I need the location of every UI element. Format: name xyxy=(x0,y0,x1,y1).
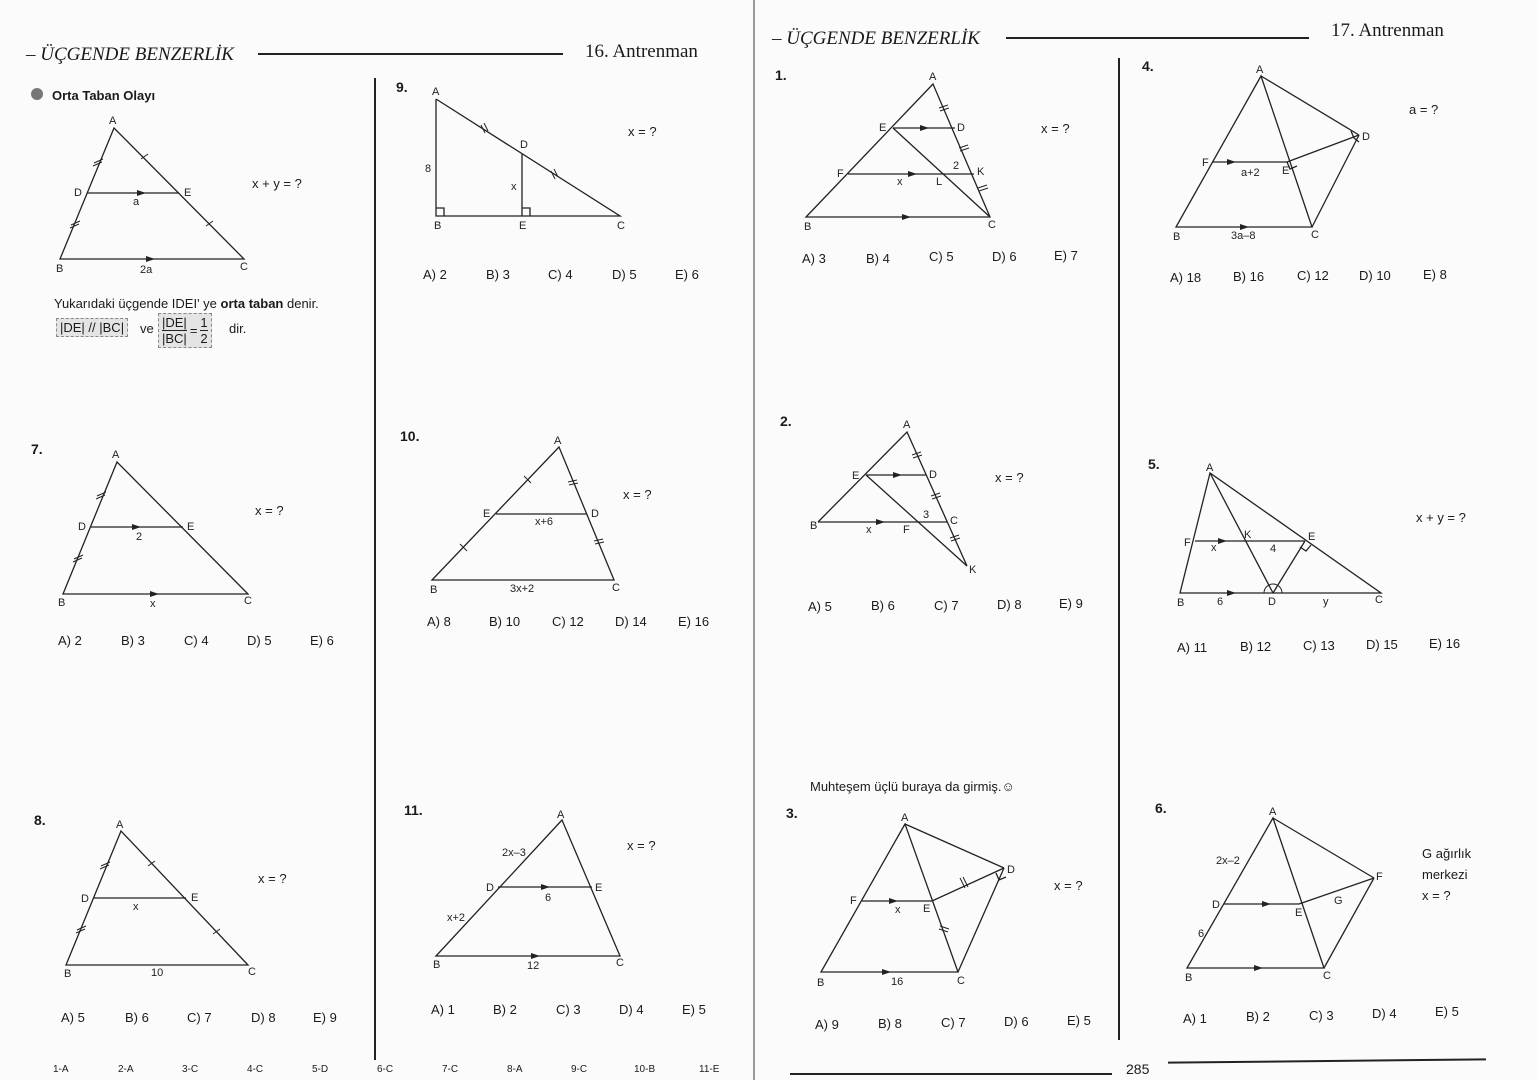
q8-option-b[interactable]: B) 6 xyxy=(125,1010,149,1025)
svg-text:E: E xyxy=(1295,907,1303,919)
q11-option-c[interactable]: C) 3 xyxy=(556,1002,581,1017)
svg-text:E: E xyxy=(187,521,195,533)
segment-bc-label: 2a xyxy=(140,264,153,276)
q11-option-d[interactable]: D) 4 xyxy=(619,1002,644,1017)
svg-text:B: B xyxy=(433,959,441,971)
q8-option-a[interactable]: A) 5 xyxy=(61,1010,85,1025)
svg-text:8: 8 xyxy=(425,163,432,175)
svg-text:B: B xyxy=(434,220,442,232)
q11-option-e[interactable]: E) 5 xyxy=(682,1002,706,1017)
q7-number: 7. xyxy=(31,441,43,457)
svg-text:C: C xyxy=(957,975,965,987)
section-title-left: – ÜÇGENDE BENZERLİK xyxy=(26,44,234,65)
svg-text:4: 4 xyxy=(1270,543,1277,555)
svg-text:A: A xyxy=(554,435,562,447)
svg-text:E: E xyxy=(879,122,887,134)
training-title-right: 17. Antrenman xyxy=(1331,20,1444,41)
svg-text:D: D xyxy=(81,893,89,905)
svg-text:A: A xyxy=(112,449,120,461)
svg-text:D: D xyxy=(520,139,528,151)
svg-text:y: y xyxy=(1323,596,1329,608)
svg-text:B: B xyxy=(810,520,818,532)
q6-option-b[interactable]: B) 2 xyxy=(1246,1009,1270,1024)
svg-text:2: 2 xyxy=(953,160,960,172)
q1-option-c[interactable]: C) 5 xyxy=(929,249,954,264)
q1-option-a[interactable]: A) 3 xyxy=(802,251,826,266)
q9-number: 9. xyxy=(396,79,408,95)
svg-text:B: B xyxy=(430,584,438,596)
q10-question: x = ? xyxy=(623,487,652,502)
topic-heading: Orta Taban Olayı xyxy=(52,88,156,103)
q6-option-c[interactable]: C) 3 xyxy=(1309,1008,1334,1023)
q4-option-c[interactable]: C) 12 xyxy=(1297,268,1329,283)
svg-text:E: E xyxy=(1282,165,1290,177)
svg-text:E: E xyxy=(852,470,860,482)
q6-option-a[interactable]: A) 1 xyxy=(1183,1011,1207,1026)
svg-text:B: B xyxy=(817,977,825,989)
q11-option-b[interactable]: B) 2 xyxy=(493,1002,517,1017)
q1-number: 1. xyxy=(775,67,787,83)
svg-text:F: F xyxy=(1202,157,1209,169)
svg-text:C: C xyxy=(950,515,958,527)
svg-text:A: A xyxy=(901,812,909,824)
q10-option-a[interactable]: A) 8 xyxy=(427,614,451,629)
svg-text:C: C xyxy=(1323,970,1331,982)
svg-text:C: C xyxy=(988,219,996,231)
q6-question: G ağırlık merkezi x = ? xyxy=(1422,846,1472,903)
answer-key-1: 1-A xyxy=(53,1064,69,1075)
svg-text:A: A xyxy=(1206,462,1214,474)
svg-text:D: D xyxy=(78,521,86,533)
svg-text:x: x xyxy=(133,901,139,913)
q4-option-e[interactable]: E) 8 xyxy=(1423,267,1447,282)
q4-option-d[interactable]: D) 10 xyxy=(1359,268,1391,283)
q10-number: 10. xyxy=(400,428,420,444)
svg-text:A: A xyxy=(1256,64,1264,76)
svg-text:F: F xyxy=(850,895,857,907)
svg-text:E: E xyxy=(923,903,931,915)
page-number: 285 xyxy=(1126,1061,1150,1077)
q5-option-b[interactable]: B) 12 xyxy=(1240,639,1272,654)
q2-option-d[interactable]: D) 8 xyxy=(997,597,1022,612)
svg-text:x: x xyxy=(866,524,872,536)
svg-text:6: 6 xyxy=(545,892,552,904)
vertex-b: B xyxy=(56,263,64,275)
q4-number: 4. xyxy=(1142,58,1154,74)
svg-text:L: L xyxy=(936,176,943,188)
svg-text:x: x xyxy=(511,181,517,193)
q8-question: x = ? xyxy=(258,871,287,886)
q8-option-e[interactable]: E) 9 xyxy=(313,1010,337,1025)
svg-text:6: 6 xyxy=(1217,596,1224,608)
svg-text:D: D xyxy=(591,508,599,520)
answer-key-2: 2-A xyxy=(118,1064,134,1075)
svg-text:C: C xyxy=(248,966,256,978)
ratio-box: $\frac{|DE|}{|BC|}$ = $\frac{1}{2}$ xyxy=(158,313,212,348)
q4-option-b[interactable]: B) 16 xyxy=(1233,269,1265,284)
parallel-statement: |DE| // |BC| xyxy=(56,318,128,337)
q7-question: x = ? xyxy=(255,503,284,518)
q3-note: Muhteşem üçlü buraya da girmiş.☺ xyxy=(810,779,1015,794)
svg-text:C: C xyxy=(617,220,625,232)
footer-rule-right xyxy=(1168,1058,1486,1063)
svg-text:A: A xyxy=(1269,806,1277,818)
answer-key-7: 7-C xyxy=(442,1064,459,1075)
svg-text:3: 3 xyxy=(923,509,930,521)
svg-text:D: D xyxy=(486,882,494,894)
vertex-d: D xyxy=(74,187,82,199)
q9-option-a[interactable]: A) 2 xyxy=(423,267,447,282)
q7-option-d[interactable]: D) 5 xyxy=(247,633,272,648)
answer-key-9: 9-C xyxy=(571,1064,588,1075)
q8-option-d[interactable]: D) 8 xyxy=(251,1010,276,1025)
q10-option-c[interactable]: C) 12 xyxy=(552,614,584,629)
answer-key-6: 6-C xyxy=(377,1064,394,1075)
svg-text:K: K xyxy=(1244,529,1252,541)
answer-key-5: 5-D xyxy=(312,1064,329,1075)
q3-option-d[interactable]: D) 6 xyxy=(1004,1014,1029,1029)
svg-text:12: 12 xyxy=(527,960,540,972)
q3-question: x = ? xyxy=(1054,878,1083,893)
dir-text: dir. xyxy=(229,321,247,336)
q11-option-a[interactable]: A) 1 xyxy=(431,1002,455,1017)
q10-option-d[interactable]: D) 14 xyxy=(615,614,647,629)
svg-text:E: E xyxy=(483,508,491,520)
q2-number: 2. xyxy=(780,413,792,429)
svg-text:B: B xyxy=(1185,972,1193,984)
svg-text:A: A xyxy=(116,819,124,831)
svg-text:E: E xyxy=(519,220,527,232)
q5-option-d[interactable]: D) 15 xyxy=(1366,637,1398,652)
svg-text:F: F xyxy=(1184,537,1191,549)
q10-option-b[interactable]: B) 10 xyxy=(489,614,521,629)
svg-text:B: B xyxy=(1173,231,1181,243)
svg-text:K: K xyxy=(977,166,985,178)
training-title-left: 16. Antrenman xyxy=(585,41,698,62)
q2-option-b[interactable]: B) 6 xyxy=(871,598,895,613)
svg-text:16: 16 xyxy=(891,976,904,988)
svg-text:D: D xyxy=(957,122,965,134)
q5-question: x + y = ? xyxy=(1416,510,1466,525)
q5-option-e[interactable]: E) 16 xyxy=(1429,636,1461,651)
svg-text:A: A xyxy=(903,419,911,431)
svg-text:x+2: x+2 xyxy=(447,912,466,924)
svg-text:x: x xyxy=(1211,542,1217,554)
svg-text:E: E xyxy=(1308,531,1316,543)
q9-option-c[interactable]: C) 4 xyxy=(548,267,573,282)
vertex-e: E xyxy=(184,187,192,199)
ve-text: ve xyxy=(140,321,154,336)
q1-option-b[interactable]: B) 4 xyxy=(866,251,890,266)
q9-option-e[interactable]: E) 6 xyxy=(675,267,699,282)
svg-text:C: C xyxy=(1375,594,1383,606)
svg-text:a+2: a+2 xyxy=(1241,167,1260,179)
svg-text:G: G xyxy=(1334,895,1343,907)
svg-text:D: D xyxy=(929,469,937,481)
answer-key-3: 3-C xyxy=(182,1064,199,1075)
q11-question: x = ? xyxy=(627,838,656,853)
svg-text:D: D xyxy=(1268,596,1276,608)
section-title-right: – ÜÇGENDE BENZERLİK xyxy=(772,28,980,49)
q6-option-d[interactable]: D) 4 xyxy=(1372,1006,1397,1021)
svg-text:B: B xyxy=(64,968,72,980)
q5-option-c[interactable]: C) 13 xyxy=(1303,638,1335,653)
q8-option-c[interactable]: C) 7 xyxy=(187,1010,212,1025)
vertex-c: C xyxy=(240,261,248,273)
svg-text:D: D xyxy=(1362,131,1370,143)
intro-question: x + y = ? xyxy=(252,176,302,191)
svg-text:B: B xyxy=(58,597,66,609)
svg-text:A: A xyxy=(432,86,440,98)
q4-option-a[interactable]: A) 18 xyxy=(1170,270,1202,285)
q2-question: x = ? xyxy=(995,470,1024,485)
q3-option-c[interactable]: C) 7 xyxy=(941,1015,966,1030)
q2-option-e[interactable]: E) 9 xyxy=(1059,596,1083,611)
answer-key-11: 11-E xyxy=(699,1064,720,1075)
svg-text:C: C xyxy=(612,582,620,594)
svg-text:B: B xyxy=(804,221,812,233)
q3-option-e[interactable]: E) 5 xyxy=(1067,1013,1091,1028)
svg-text:C: C xyxy=(1311,229,1319,241)
svg-text:F: F xyxy=(903,524,910,536)
intro-text: Yukarıdaki üçgende IDEI' ye orta taban denir. xyxy=(54,296,319,311)
q3-number: 3. xyxy=(786,805,798,821)
q6-number: 6. xyxy=(1155,800,1167,816)
q7-option-e[interactable]: E) 6 xyxy=(310,633,334,648)
q6-option-e[interactable]: E) 5 xyxy=(1435,1004,1459,1019)
q4-question: a = ? xyxy=(1409,102,1439,117)
q7-option-c[interactable]: C) 4 xyxy=(184,633,209,648)
segment-de-label: a xyxy=(133,196,140,208)
q3-option-b[interactable]: B) 8 xyxy=(878,1016,902,1031)
answer-key-4: 4-C xyxy=(247,1064,264,1075)
svg-text:x: x xyxy=(150,598,156,610)
q11-number: 11. xyxy=(404,802,423,818)
svg-text:C: C xyxy=(616,957,624,969)
answer-key-8: 8-A xyxy=(507,1064,523,1075)
svg-text:C: C xyxy=(244,595,252,607)
svg-text:x+6: x+6 xyxy=(535,516,554,528)
svg-text:F: F xyxy=(1376,871,1383,883)
q5-number: 5. xyxy=(1148,456,1160,472)
svg-text:x: x xyxy=(895,904,901,916)
q2-option-c[interactable]: C) 7 xyxy=(934,598,959,613)
q1-question: x = ? xyxy=(1041,121,1070,136)
svg-text:K: K xyxy=(969,564,977,576)
svg-text:A: A xyxy=(557,809,565,821)
q9-option-b[interactable]: B) 3 xyxy=(486,267,510,282)
answer-key-10: 10-B xyxy=(634,1064,656,1075)
svg-text:E: E xyxy=(191,892,199,904)
svg-text:6: 6 xyxy=(1198,928,1205,940)
svg-text:A: A xyxy=(929,71,937,83)
q5-option-a[interactable]: A) 11 xyxy=(1177,640,1208,655)
footer-rule-left xyxy=(790,1073,1112,1075)
q9-question: x = ? xyxy=(628,124,657,139)
svg-text:3a–8: 3a–8 xyxy=(1231,230,1256,242)
svg-text:2: 2 xyxy=(136,531,143,543)
q1-option-e[interactable]: E) 7 xyxy=(1054,248,1078,263)
svg-text:F: F xyxy=(837,168,844,180)
q3-option-a[interactable]: A) 9 xyxy=(815,1017,839,1032)
q9-option-d[interactable]: D) 5 xyxy=(612,267,637,282)
svg-text:2x–3: 2x–3 xyxy=(502,847,526,859)
q7-option-b[interactable]: B) 3 xyxy=(121,633,145,648)
svg-text:3x+2: 3x+2 xyxy=(510,583,535,595)
svg-text:D: D xyxy=(1212,899,1220,911)
q2-option-a[interactable]: A) 5 xyxy=(808,599,832,614)
svg-text:10: 10 xyxy=(151,967,164,979)
q7-option-a[interactable]: A) 2 xyxy=(58,633,82,648)
svg-text:x: x xyxy=(897,176,903,188)
svg-text:E: E xyxy=(595,882,603,894)
svg-text:D: D xyxy=(1007,864,1015,876)
q10-option-e[interactable]: E) 16 xyxy=(678,614,710,629)
svg-text:2x–2: 2x–2 xyxy=(1216,855,1240,867)
q1-option-d[interactable]: D) 6 xyxy=(992,249,1017,264)
q8-number: 8. xyxy=(34,812,46,828)
svg-text:B: B xyxy=(1177,597,1185,609)
vertex-a: A xyxy=(109,115,117,127)
